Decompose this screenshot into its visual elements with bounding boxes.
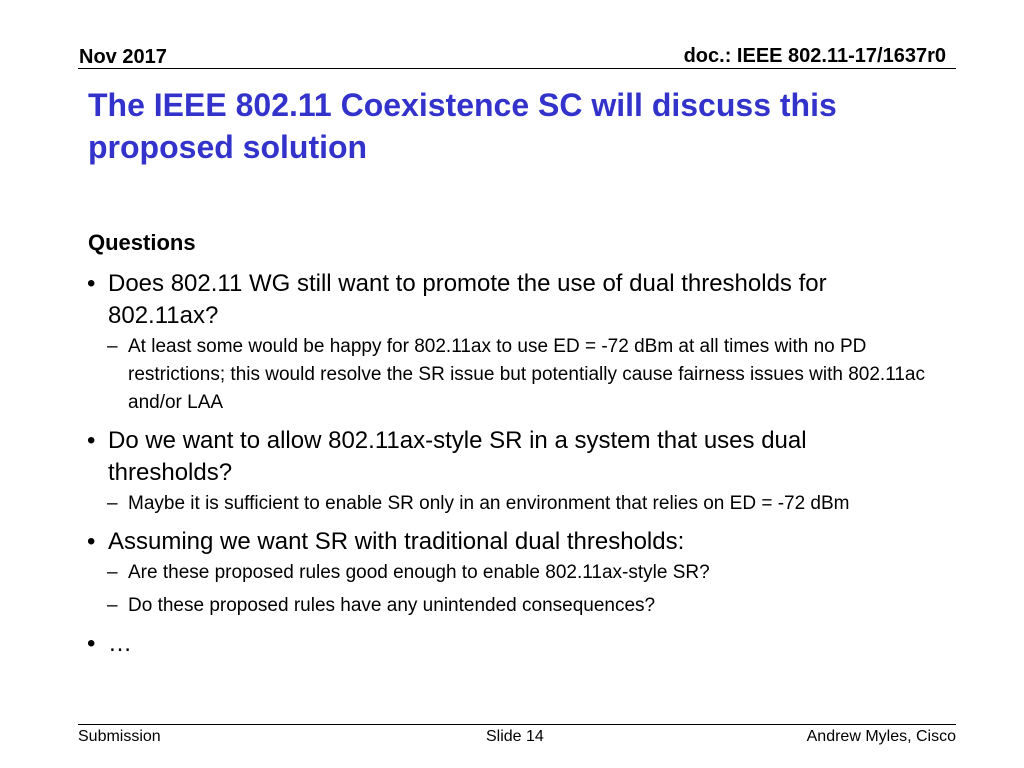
bullet-text: Do we want to allow 802.11ax-style SR in a system that uses dual thresholds? xyxy=(108,427,807,486)
sub-bullet-text: Are these proposed rules good enough to enable 802.11ax-style SR? xyxy=(128,562,710,583)
slide-title: The IEEE 802.11 Coexistence SC will discuss this proposed solution xyxy=(88,87,837,165)
sub-bullet-2-1 xyxy=(87,490,937,518)
header-doc-id: doc.: IEEE 802.11-17/1637r0 xyxy=(683,45,946,67)
bullet-text: Assuming we want SR with traditional dual thresholds: xyxy=(108,528,685,555)
sub-bullet-1-1 xyxy=(87,333,937,417)
sub-bullet-text: Do these proposed rules have any unintended consequences? xyxy=(128,595,656,616)
sub-bullet-text: At least some would be happy for 802.11ax to use ED = -72 dBm at all times with no PD restrictions; this would resolve the SR issue but potentially cause fairness issues with 802.11ac and/or LAA xyxy=(128,336,925,413)
bullet-text: … xyxy=(108,630,132,657)
footer-rule xyxy=(78,724,956,725)
sub-bullet-marker: – xyxy=(107,336,118,357)
bullet-text: Does 802.11 WG still want to promote the use of dual thresholds for 802.11ax? xyxy=(108,270,827,329)
bullet-4 xyxy=(87,628,937,660)
bullet-marker: • xyxy=(87,427,96,454)
sub-bullet-marker: – xyxy=(107,493,118,514)
bullet-marker: • xyxy=(87,528,96,555)
sub-bullet-marker: – xyxy=(107,595,118,616)
sub-bullet-3-2 xyxy=(87,592,937,620)
sub-bullet-marker: – xyxy=(107,562,118,583)
bullet-2 xyxy=(87,425,937,489)
slide-body xyxy=(87,226,937,661)
sub-bullet-3-1 xyxy=(87,559,937,587)
footer-slide-number: Slide 14 xyxy=(486,728,544,745)
footer-author: Andrew Myles, Cisco xyxy=(806,728,956,745)
bullet-3 xyxy=(87,526,937,558)
bullet-marker: • xyxy=(87,630,96,657)
bullet-1 xyxy=(87,268,937,332)
header-date: Nov 2017 xyxy=(79,46,167,68)
sub-bullet-text: Maybe it is sufficient to enable SR only in an environment that relies on ED = -72 dBm xyxy=(128,493,850,514)
header-rule xyxy=(78,68,956,69)
bullet-marker: • xyxy=(87,270,96,297)
section-heading: Questions xyxy=(88,230,196,255)
footer-submission: Submission xyxy=(78,728,161,745)
